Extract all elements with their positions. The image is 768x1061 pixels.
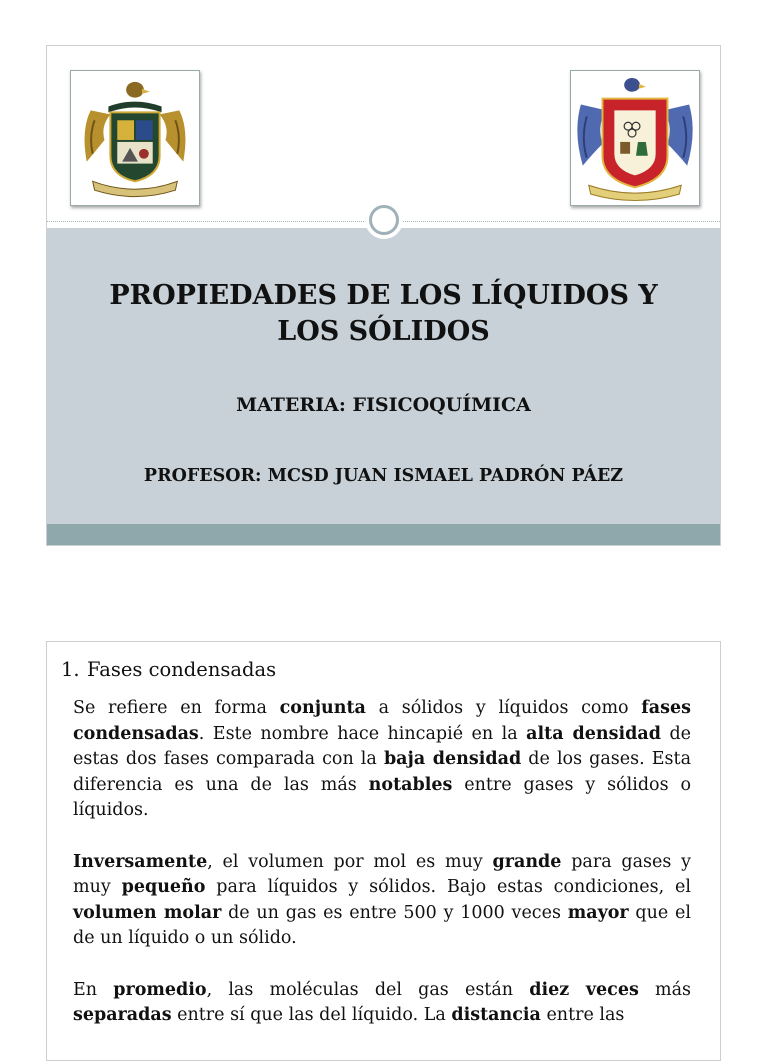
emphasized-text: pequeño — [121, 877, 206, 897]
paragraph-text: En — [73, 979, 114, 1000]
paragraph-text: entre gases y sólidos o líquidos. — [73, 774, 691, 820]
faculty-logo — [570, 70, 700, 206]
paragraph-text: . Este nombre hace hincapié en la — [198, 723, 527, 744]
emphasized-text: baja densidad — [383, 749, 522, 769]
body-paragraph — [73, 978, 691, 1029]
paragraph-text: de los gases. Esta diferencia es una de las más — [73, 749, 691, 795]
title-line-2: LOS SÓLIDOS — [277, 316, 490, 347]
emphasized-text: notables — [368, 774, 453, 795]
emphasized-text: separadas — [73, 1005, 172, 1025]
paragraph-text: Se refiere en forma — [73, 698, 280, 718]
emphasized-text: fases condensadas — [73, 698, 691, 744]
emphasized-text: distancia — [451, 1005, 541, 1025]
paragraph-text: para líquidos y sólidos. Bajo estas condiciones, el — [205, 877, 691, 897]
emphasized-text: mayor — [567, 902, 629, 923]
title-band-footer — [47, 524, 720, 546]
paragraph-text: entre sí que las del líquido. La — [171, 1005, 452, 1025]
paragraph-text: de estas dos fases comparada con la — [73, 723, 691, 769]
content-slide — [46, 641, 721, 1061]
paragraph-text: entre las — [540, 1005, 625, 1025]
section-title: Fases condensadas — [87, 658, 277, 681]
paragraph-text: a sólidos y líquidos como — [365, 698, 642, 718]
emphasized-text: promedio — [113, 979, 207, 1000]
paragraph-text: para gases y muy — [73, 851, 691, 897]
emphasized-text: Inversamente — [73, 851, 208, 872]
body-paragraph — [73, 696, 691, 824]
subject-label: MATERIA: FISICOQUÍMICA — [236, 394, 531, 416]
section-number: 1. — [61, 658, 80, 681]
paragraph-text: que el de un líquido o un sólido. — [73, 902, 691, 948]
paragraph-text: , el volumen por mol es muy — [207, 851, 493, 872]
university-coat-of-arms-icon — [71, 71, 199, 205]
professor-label: PROFESOR: MCSD JUAN ISMAEL PADRÓN PÁEZ — [143, 466, 624, 486]
section-body — [73, 696, 691, 1055]
body-paragraph — [73, 850, 691, 952]
paragraph-text: de un gas es entre 500 y 1000 veces — [221, 902, 568, 923]
emphasized-text: diez veces — [529, 979, 639, 1000]
presentation-title — [47, 278, 720, 350]
paragraph-text: , las moléculas del gas están — [206, 979, 530, 1000]
circle-ornament-icon — [365, 201, 403, 239]
emphasized-text: alta densidad — [526, 723, 661, 744]
university-logo — [70, 70, 200, 206]
title-line-1: PROPIEDADES DE LOS LÍQUIDOS Y — [109, 280, 658, 311]
faculty-coat-of-arms-icon — [571, 71, 699, 205]
section-heading — [61, 658, 276, 681]
emphasized-text: grande — [492, 851, 562, 872]
paragraph-text: más — [638, 979, 692, 1000]
emphasized-text: conjunta — [279, 698, 366, 718]
title-slide — [46, 45, 721, 546]
emphasized-text: volumen molar — [73, 902, 222, 923]
